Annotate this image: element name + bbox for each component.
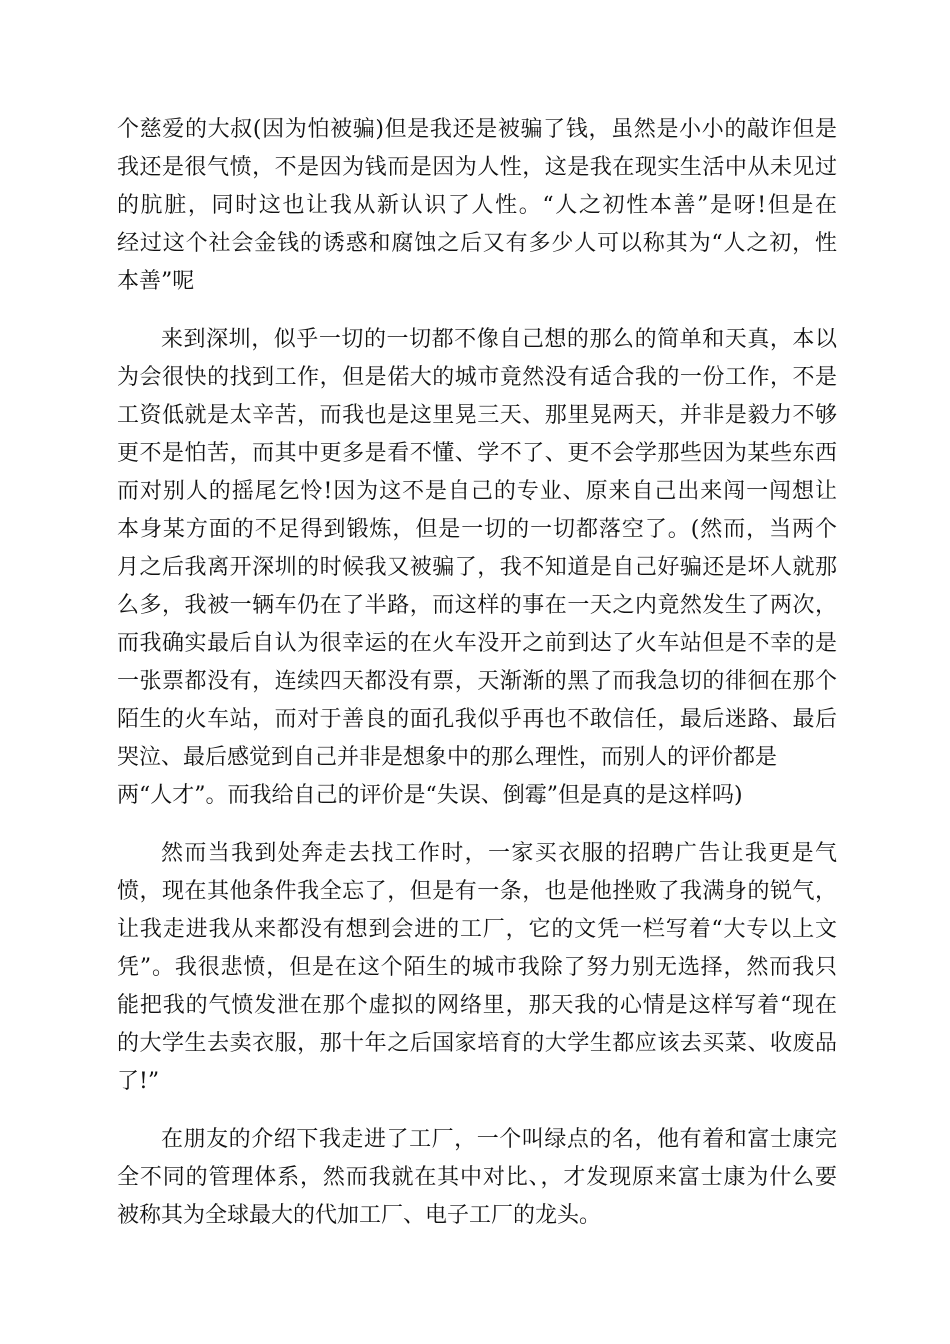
text-line: 愤，现在其他条件我全忘了，但是有一条，也是他挫败了我满身的锐气， — [117, 879, 837, 904]
text-line: 让我走进我从来都没有想到会进的工厂，它的文凭一栏写着“大专以上文 — [117, 917, 837, 942]
text-line: 为会很快的找到工作，但是偌大的城市竟然没有适合我的一份工作，不是 — [117, 365, 837, 390]
text-line: 凭”。我很悲愤，但是在这个陌生的城市我除了努力别无选择，然而我只 — [117, 955, 837, 980]
text-line: 能把我的气愤发泄在那个虚拟的网络里，那天我的心情是这样写着“现在 — [117, 993, 837, 1018]
text-line: 经过这个社会金钱的诱惑和腐蚀之后又有多少人可以称其为“人之初，性 — [117, 231, 837, 256]
text-line: 的大学生去卖衣服，那十年之后国家培育的大学生都应该去买菜、收废品 — [117, 1031, 837, 1056]
text-line: 全不同的管理体系，然而我就在其中对比、，才发现原来富士康为什么要 — [117, 1165, 837, 1190]
text-line: 然而当我到处奔走去找工作时，一家买衣服的招聘广告让我更是气 — [161, 841, 837, 866]
text-line: 么多，我被一辆车仍在了半路，而这样的事在一天之内竟然发生了两次， — [117, 593, 837, 618]
text-line: 两“人才”。而我给自己的评价是“失误、倒霉”但是真的是这样吗) — [117, 783, 743, 808]
text-line: 哭泣、最后感觉到自己并非是想象中的那么理性，而别人的评价都是 — [117, 745, 778, 770]
text-line: 一张票都没有，连续四天都没有票，天渐渐的黑了而我急切的徘徊在那个 — [117, 669, 837, 694]
text-line: 我还是很气愤，不是因为钱而是因为人性，这是我在现实生活中从未见过 — [117, 155, 837, 180]
text-line: 个慈爱的大叔(因为怕被骗)但是我还是被骗了钱，虽然是小小的敲诈但是 — [117, 117, 837, 142]
text-line: 本身某方面的不足得到锻炼，但是一切的一切都落空了。(然而，当两个 — [117, 517, 837, 542]
text-line: 工资低就是太辛苦，而我也是这里晃三天、那里晃两天，并非是毅力不够 — [117, 403, 837, 428]
text-line: 而我确实最后自认为很幸运的在火车没开之前到达了火车站但是不幸的是 — [117, 631, 837, 656]
text-line: 月之后我离开深圳的时候我又被骗了，我不知道是自己好骗还是坏人就那 — [117, 555, 837, 580]
text-line: 在朋友的介绍下我走进了工厂，一个叫绿点的名，他有着和富士康完 — [161, 1127, 837, 1152]
text-line: 的肮脏，同时这也让我从新认识了人性。“人之初性本善”是呀!但是在 — [117, 193, 837, 218]
text-line: 而对别人的摇尾乞怜!因为这不是自己的专业、原来自己出来闯一闯想让 — [117, 479, 837, 504]
text-line: 被称其为全球最大的代加工厂、电子工厂的龙头。 — [117, 1203, 602, 1228]
text-line: 陌生的火车站，而对于善良的面孔我似乎再也不敢信任，最后迷路、最后 — [117, 707, 837, 732]
text-line: 了!” — [117, 1069, 160, 1094]
text-line: 来到深圳，似乎一切的一切都不像自己想的那么的简单和天真，本以 — [161, 327, 837, 352]
text-line: 更不是怕苦，而其中更多是看不懂、学不了、更不会学那些因为某些东西 — [117, 441, 837, 466]
text-line: 本善”呢 — [117, 269, 195, 294]
